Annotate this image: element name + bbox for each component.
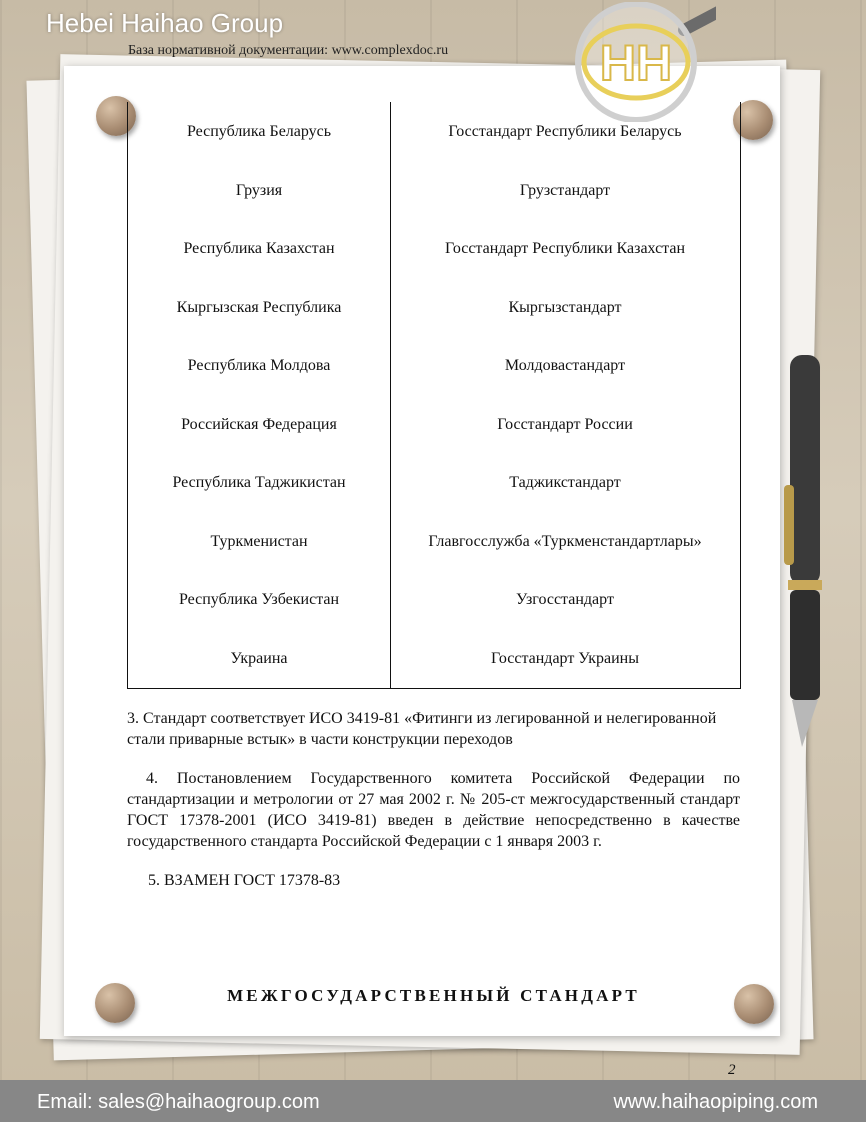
authority-cell: Таджикстандарт [509,474,621,491]
country-cell: Республика Молдова [187,357,331,374]
paragraph-5: 5. ВЗАМЕН ГОСТ 17378-83 [148,872,341,889]
logo-text: HH [599,35,673,91]
table-row [128,591,740,611]
paragraph-3: 3. Стандарт соответствует ИСО 3419-81 «Фитинги из легированной и нелегированной стали приварные встык» в части конструкции переходов [127,710,717,748]
table-row [128,357,740,377]
authority-cell: Госстандарт России [497,416,633,433]
authority-cell: Грузстандарт [519,182,611,199]
country-cell: Республика Узбекистан [178,591,340,608]
country-cell: Республика Беларусь [186,123,332,140]
country-cell: Кыргызская Республика [176,299,342,316]
authority-cell: Молдовастандарт [504,357,626,374]
source-header: База нормативной документации: www.complexdoc.ru [128,43,449,58]
table-row [128,474,740,494]
authority-cell: Узгосстандарт [516,591,614,608]
table-row [128,533,740,553]
authority-cell: Госстандарт Республики Беларусь [448,123,682,140]
table-row [128,182,740,202]
authority-cell: Главгосслужба «Туркменстандартлары» [428,533,702,550]
standards-table [127,102,741,689]
country-cell: Республика Казахстан [183,240,335,257]
authority-cell: Госстандарт Украины [491,650,639,667]
authority-cell: Госстандарт Республики Казахстан [444,240,686,257]
table-row [128,416,740,436]
pin-bottom-right [734,984,774,1024]
country-cell: Республика Таджикистан [172,474,346,491]
company-name: Hebei Haihao Group [46,8,284,38]
table-row [128,240,740,260]
country-cell: Российская Федерация [181,416,337,433]
table-row [128,299,740,319]
page-number: 2 [728,1062,736,1078]
footer-email: Email: sales@haihaogroup.com [37,1091,320,1113]
country-cell: Грузия [235,182,283,199]
standard-title: МЕЖГОСУДАРСТВЕННЫЙ СТАНДАРТ [227,986,640,1005]
paragraph-4: 4. Постановлением Государственного комитета Российской Федерации по стандартизации и метрологии от 27 мая 2002 г. № 205-ст межгосударственный стандарт ГОСТ 17378-2001 (ИСО 3419-81) введен в действие непосредственно в качестве государственного стандарта Российской Федерации с 1 января 2003 г. [127,770,740,850]
country-cell: Туркменистан [210,533,308,550]
fountain-pen-icon [770,355,830,755]
country-cell: Украина [230,650,288,667]
table-row [128,650,740,670]
table-row [128,123,740,143]
authority-cell: Кыргызстандарт [508,299,622,316]
footer-website: www.haihaopiping.com [613,1091,818,1113]
